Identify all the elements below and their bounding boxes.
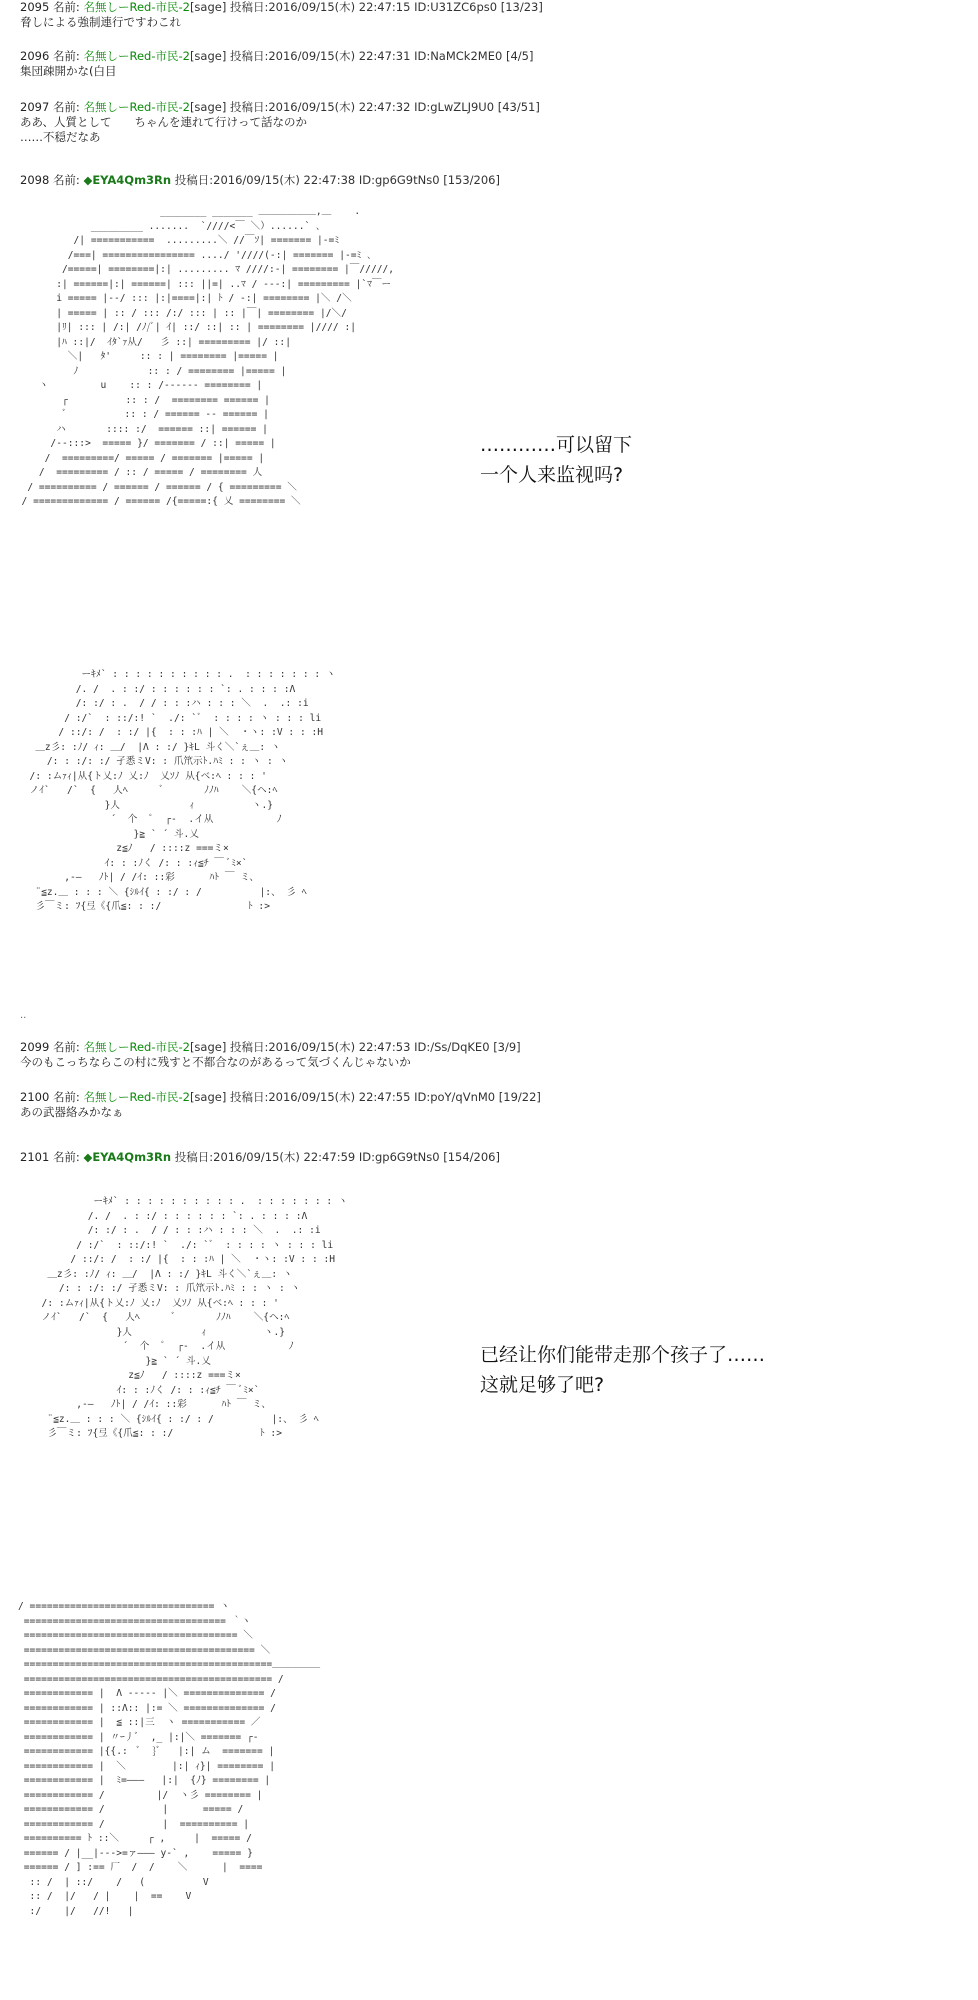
post-2099 (20, 1040, 521, 1070)
poster-id[interactable]: ID:poY/qVnM0 (414, 1090, 496, 1104)
post-body: 脅しによる強制連行ですわこれ (20, 15, 181, 29)
poster-name[interactable]: 名無しーRed-市民-2 (83, 1090, 190, 1104)
sage-tag: [sage] (189, 100, 227, 114)
sage-tag: [sage] (189, 1040, 227, 1054)
post-body-line: ……不穏だなあ (20, 130, 101, 144)
sage-tag: [sage] (189, 1090, 227, 1104)
post-date: 投稿日:2016/09/15(木) 22:47:31 (229, 49, 411, 63)
poster-name[interactable]: 名無しーRed-市民-2 (83, 49, 190, 63)
post-header (20, 1090, 541, 1105)
post-2098 (20, 173, 500, 188)
poster-id[interactable]: ID:gp6G9tNs0 (358, 173, 440, 187)
poster-id[interactable]: ID:NaMCk2ME0 (414, 49, 503, 63)
ascii-art-character-repeat: ーｷﾒ` : : : : : : : : : : . : : : : : : : ヽ /. / . : :/ : : : : : : `: . : : : :Λ /: :/ : . / / : : :ハ : : : ＼ . .: :i / :/` : ::/:! ` ./: `ﾞ : : : : ヽ : : : li / ::/: / : :/ |{ : : :ﾊ | ＼ ・ヽ: :V : : :H ＿z彡: :ﾉ/ ｨ: ＿/ |Λ : :/ }ｷL 斗く＼`ぇ＿: ヽ /: : :/: :/ 孑悉ミV: : 爪笊示ﾄ.ﾊﾐ : : ヽ : ヽ /: :ムｧｨ|从{ト乂:ﾉ 乂:ﾉ 乂ｿﾉ 从{ベ:ﾍ : : : ' ノｲ` /` { 人ﾍ ﾞ ﾉﾉﾊ ＼{ヘ:ﾍ }人 ｨ ヽ.} ´ 个 ﾟ ┌‐ .イ从 ﾉ }≧ ` ´ 斗.乂 z≦ﾉ / ::::z ===ミ× ｲ: : :ﾉく /: : :ｨ≦ﾁ ￣ ﾞﾐ×` ,-― ﾉﾄ| / /ｲ: ::彩 ﾊﾄ ￣ ミ、 ¨≦z.＿ : : : ＼ {ｼﾙｲ{ : :/ : / |:、 彡 ﾍ 彡￣ミ: ﾌ{弖《{爪≦: : :/ ﾄ :> (41, 1196, 348, 1439)
post-date: 投稿日:2016/09/15(木) 22:47:53 (229, 1040, 411, 1054)
post-count: [43/51] (497, 100, 540, 114)
poster-id[interactable]: ID:/Ss/DqKE0 (414, 1040, 490, 1054)
post-number[interactable]: 2097 (20, 100, 50, 114)
name-label: 名前: (52, 1090, 80, 1104)
caption-line: 这就足够了吧? (480, 1374, 605, 1396)
caption-first (480, 430, 632, 490)
caption-line: 一个人来监视吗? (480, 464, 624, 486)
name-label: 名前: (52, 173, 80, 187)
caption-line: 已经让你们能带走那个孩子了…… (480, 1344, 766, 1366)
post-2101 (20, 1150, 500, 1165)
author-trip[interactable]: ◆EYA4Qm3Rn (83, 1150, 172, 1164)
ascii-art-cloaked-figure: ________ _______ ＿＿＿＿＿＿,＿ . _________ ....... `////<￣ ＼）......` ､ /| =========== .........＼ //￣ｿ| ======= |-=ﾐ /===| ================ ..../ '////(-:| ======= |-=ﾐ ､ /=====| ========|:| ......... ﾏ ////:-| ======== |￣/////, :| ======|:| ======| ::: ||=| ..ﾏ / ---:| ========= |`ﾏ￣ー i ===== |--/ ::: |:|====|:| ﾄ / -:| ======== |＼ /＼ | ===== | :: / ::: /:/ ::: | :: |￣| ======== |/＼/ |ﾘ| ::: | /:| /ﾉ/ﾞ| ｲ| ::/ ::| :: | ======== |//// :| |ﾊ ::|/ ｲﾀ`ｧ从/ 彡 ::| ========= |/ ::| ＼| ﾀ' :: : | ======== |===== | ﾉ :: : / ======== |===== | ヽ u :: : /------ ======== | ┌ :: : / ======== ====== | ﾞ :: : / ====== -- ====== | ハ :::: :/ ====== ::| ====== | /--:::> ===== }/ ======= / ::| ===== | / =========/ ===== / ======= |===== | / ========= / :: / ===== / ======== 人 / ========== / ====== / ====== / { ========= ＼ / ============= / ====== /{=====:{ 乂 ======== ＼ (21, 206, 395, 507)
ascii-art-character: ーｷﾒ` : : : : : : : : : : . : : : : : : : ヽ /. / . : :/ : : : : : : `: . : : : :Λ /: :/ : . / / : : :ハ : : : ＼ . .: :i / :/` : ::/:! ` ./: `ﾞ : : : : ヽ : : : li / ::/: / : :/ |{ : : :ﾊ | ＼ ・ヽ: :V : : :H ＿z彡: :ﾉ/ ｨ: ＿/ |Λ : :/ }ｷL 斗く＼`ぇ＿: ヽ /: : :/: :/ 孑悉ミV: : 爪笊示ﾄ.ﾊﾐ : : ヽ : ヽ /: :ムｧｨ|从{ト乂:ﾉ 乂:ﾉ 乂ｿﾉ 从{ベ:ﾍ : : : ' ノｲ` /` { 人ﾍ ﾞ ﾉﾉﾊ ＼{ヘ:ﾍ }人 ｨ ヽ.} ´ 个 ﾟ ┌‐ .イ从 ﾉ }≧ ` ´ 斗.乂 z≦ﾉ / ::::z ===ミ× ｲ: : :ﾉく /: : :ｨ≦ﾁ ￣ ﾞﾐ×` ,-― ﾉﾄ| / /ｲ: ::彩 ﾊﾄ ￣ ミ、 ¨≦z.＿ : : : ＼ {ｼﾙｲ{ : :/ : / |:、 彡 ﾍ 彡￣ミ: ﾌ{弖《{爪≦: : :/ ﾄ :> (29, 669, 336, 912)
post-count: [154/206] (443, 1150, 500, 1164)
poster-name[interactable]: 名無しーRed-市民-2 (83, 0, 190, 14)
poster-id[interactable]: ID:U31ZC6ps0 (414, 0, 498, 14)
post-header (20, 100, 540, 115)
poster-name[interactable]: 名無しーRed-市民-2 (83, 100, 190, 114)
poster-name[interactable]: 名無しーRed-市民-2 (83, 1040, 190, 1054)
caption-second (480, 1340, 765, 1400)
name-label: 名前: (52, 49, 80, 63)
post-number[interactable]: 2096 (20, 49, 50, 63)
post-number[interactable]: 2095 (20, 0, 50, 14)
sage-tag: [sage] (189, 0, 227, 14)
name-label: 名前: (52, 1040, 80, 1054)
post-date: 投稿日:2016/09/15(木) 22:47:55 (229, 1090, 411, 1104)
post-count: [153/206] (443, 173, 500, 187)
post-count: [19/22] (498, 1090, 541, 1104)
post-count: [4/5] (505, 49, 534, 63)
post-2096 (20, 49, 533, 79)
post-count: [3/9] (493, 1040, 521, 1054)
separator-dots: .. (20, 1010, 27, 1021)
post-number[interactable]: 2098 (20, 173, 50, 187)
post-body: 集団疎開かな(白目 (20, 64, 117, 78)
post-body: 今のもこっちならこの村に残すと不都合なのがあるって気づくんじゃないか (20, 1055, 411, 1069)
author-trip[interactable]: ◆EYA4Qm3Rn (83, 173, 172, 187)
post-2100 (20, 1090, 541, 1120)
poster-id[interactable]: ID:gLwZLJ9U0 (414, 100, 495, 114)
name-label: 名前: (52, 100, 80, 114)
name-label: 名前: (52, 1150, 80, 1164)
post-header (20, 173, 500, 188)
post-date: 投稿日:2016/09/15(木) 22:47:38 (174, 173, 356, 187)
post-2095 (20, 0, 543, 30)
post-header (20, 1040, 521, 1055)
post-number[interactable]: 2100 (20, 1090, 50, 1104)
post-body: あの武器絡みかなぁ (20, 1105, 124, 1119)
post-date: 投稿日:2016/09/15(木) 22:47:59 (174, 1150, 356, 1164)
name-label: 名前: (52, 0, 80, 14)
post-date: 投稿日:2016/09/15(木) 22:47:15 (229, 0, 411, 14)
post-number[interactable]: 2099 (20, 1040, 50, 1054)
post-header (20, 49, 533, 64)
post-number[interactable]: 2101 (20, 1150, 50, 1164)
ascii-art-hooded-figure: / ================================ ヽ =================================== ｀ヽ ===================================== ＼ ======================================== ＼ ===========================================＿＿＿＿＿ =========================================== / ============ | Λ ----- |＼ ============== / ============ | ::Λ:: |:= ＼ ============== / ============ | ≦ ::|三 ヽ =========== ／ ============ | 〃ｰ丿ﾞ ,_ |:|＼ ======= ┌‐ ============ |{{.: ﾞ }ﾞ |:| ム ======= | ============ | ＼ |:| ｨ}| ======== | ============ | ﾐ=――― |:| {ﾉ} ======== | ============ / |/ ヽ彡 ======== | ============ / | ===== / ============ / | ========== | ========== ﾄ ::＼ ┌ , | ===== / ====== / |__|--->=ァ――― y-` , ===== } ====== / ] :== 厂 / / ＼ | ==== :: / | ::/ / ( V :: / |/ / | | == V :/ |/ //! | (18, 1601, 321, 1917)
post-body-line: ああ、人質として ちゃんを連れて行けって話なのか (20, 115, 308, 129)
post-date: 投稿日:2016/09/15(木) 22:47:32 (229, 100, 411, 114)
sage-tag: [sage] (189, 49, 227, 63)
post-header (20, 0, 543, 15)
post-count: [13/23] (500, 0, 543, 14)
poster-id[interactable]: ID:gp6G9tNs0 (358, 1150, 440, 1164)
post-header (20, 1150, 500, 1165)
post-2097 (20, 100, 540, 145)
caption-line: …………可以留下 (480, 434, 633, 456)
